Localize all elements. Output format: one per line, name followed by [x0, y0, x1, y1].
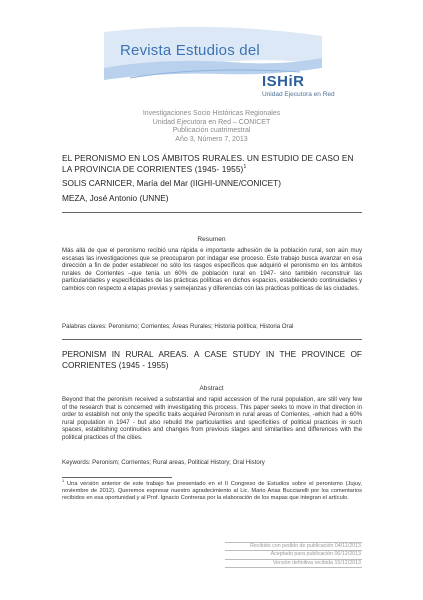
final-version-line: Versión definitiva recibida 15/12/2013: [225, 560, 362, 568]
footnote-number: 1: [62, 478, 65, 484]
resumen-text: Más allá de que el peronismo recibió una rápida e importante adhesión de la población rural, son aún muy escasas las investigaciones que se preocuparon por indagar ese proceso. Este trabajo busca avanzar en esa dirección a fin de poder establecer no sólo los rasgos específicos que adquirió el peronismo en los ámbitos rurales de Corrientes –que tenía un 60% de población rural en 1947- sino también reconstruir las particularidades y especificidades de las prácticas políticas en dichos espacios, estableciendo continuidades y cambios con respecto a etapas previas y semejanzas y diferencias con las prácticas políticas de las ciudades.: [62, 247, 362, 292]
logo-brand: ISHiR: [262, 73, 305, 90]
author-line: MEZA, José Antonio (UNNE): [62, 192, 169, 203]
section-divider: [62, 212, 362, 213]
english-title: PERONISM IN RURAL AREAS. A CASE STUDY IN THE PROVINCE OF CORRIENTES (1945 - 1955): [62, 349, 362, 370]
abstract-text: Beyond that the peronism received a substantial and rapid accession of the rural population, are still very few of the research that is concerned with investigating this process. This paper seeks to move in that direction in order to establish not only the specific traits acquired Peronism in rural areas of Corrientes, -which had a 60% rural population in 1947 - but also rebuild the particularities and specificities of political practices in such spaces, establishing continuities and changes from previous stages and similarities and differences with the political practices of the cities.: [62, 396, 362, 441]
author-line: SOLIS CARNICER, María del Mar (IIGHI-UNNE/CONICET): [62, 178, 281, 188]
keywords-es: Palabras claves: Peronismo; Corrientes; Áreas Rurales; Historia política; Historia Oral: [62, 323, 294, 330]
journal-logo: [100, 18, 335, 102]
keywords-en: Keywords: Peronism; Corrientes; Rural areas, Political History; Oral History: [62, 459, 265, 466]
journal-line: Año 3, Número 7, 2013: [175, 135, 248, 143]
resumen-heading: Resumen: [197, 236, 226, 243]
journal-info: [0, 110, 423, 144]
received-line: Recibido con pedido de publicación 04/11/2013: [225, 543, 362, 551]
journal-line: Unidad Ejecutora en Red – CONICET: [152, 118, 271, 126]
publication-dates: [225, 542, 362, 568]
abstract-heading: Abstract: [199, 385, 224, 392]
journal-line: Publicación cuatrimestral: [172, 127, 251, 135]
journal-line: Investigaciones Socio Históricas Regionales: [142, 110, 281, 117]
footnote-divider: [62, 477, 172, 478]
logo-subtitle: Unidad Ejecutora en Red: [262, 91, 335, 98]
footnote-mark: 1: [243, 163, 247, 170]
article-title: EL PERONISMO EN LOS ÁMBITOS RURALES. UN ESTUDIO DE CASO EN LA PROVINCIA DE CORRIENTES (1945- 1955)$^1$: [62, 153, 354, 174]
footnote: $^1$ Una versión anterior de este trabajo fue presentado en el II Congreso de Estudios sobre el peronismo (Jujuy, noviembre de 2012). Queremos expresar nuestro agradecimiento al Lic. Mario Arias Bucciarelli por los comentarios recibidos en esa oportunidad y al Prof. Ignacio Contreras por la elaboración de los mapas que integran el artículo.: [62, 478, 362, 502]
section-divider: [62, 339, 362, 340]
article-heading: [62, 153, 362, 203]
logo-title: Revista Estudios del: [120, 42, 260, 59]
accepted-line: Aceptado para publicación 06/12/2013: [225, 551, 362, 559]
